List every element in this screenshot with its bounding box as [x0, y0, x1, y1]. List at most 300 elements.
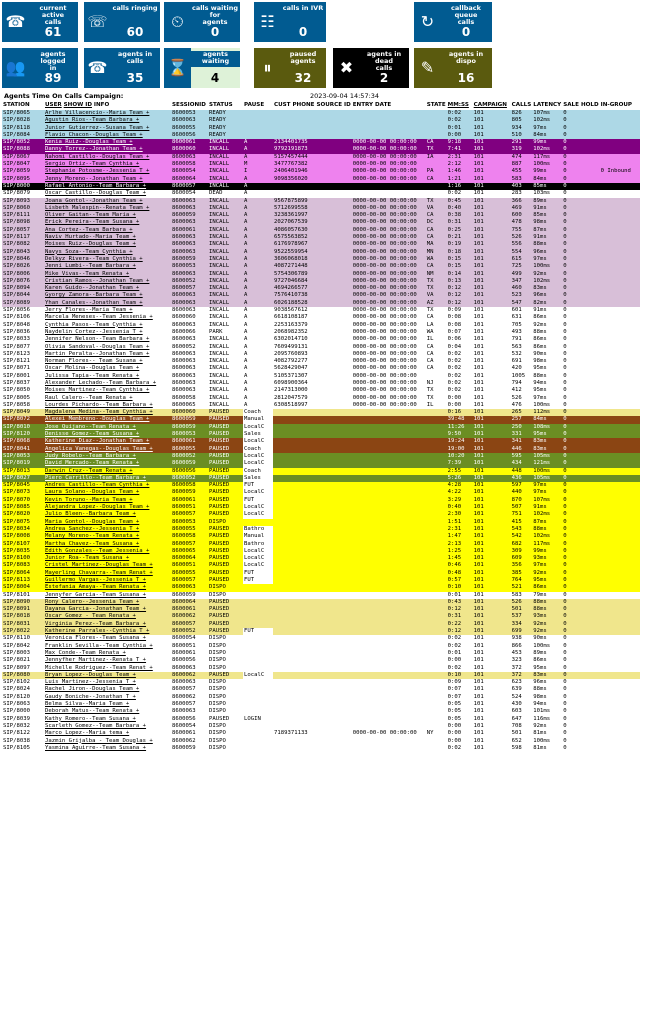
cell-latency: 117ms — [532, 541, 562, 548]
cell-station[interactable]: SIP/8004 — [2, 584, 44, 591]
cell-user[interactable]: Junior Gutierrez--Susana Team + — [44, 125, 171, 132]
cell-user[interactable]: Norman Flores-- Team Susana + — [44, 358, 171, 365]
cell-pause: LocalC — [243, 511, 273, 518]
cell-mmss: 5:26 — [447, 475, 473, 482]
cell-mmss: 0:07 — [447, 686, 473, 693]
cell-user[interactable]: Alejandra Lopez--Douglas Team + — [44, 504, 171, 511]
cell-status: PAUSED — [208, 562, 243, 569]
cell-station[interactable]: SIP/8010 — [2, 424, 44, 431]
cell-user[interactable]: Stephanie Potosme--Jessenia T + — [44, 168, 171, 175]
cell-cust-phone: 6308518997 — [273, 402, 315, 409]
cell-user[interactable]: Rafael Antonio--Team Barbara + — [44, 183, 171, 190]
cell-station[interactable]: SIP/8067 — [2, 154, 44, 161]
cell-user[interactable]: Laura Solano--Douglas Team + — [44, 489, 171, 496]
cell-station[interactable]: SIP/8042 — [2, 643, 44, 650]
cell-user[interactable]: Jennyfer Garcia--Team Susana + — [44, 592, 171, 599]
cell-station[interactable]: SIP/8090 — [2, 599, 44, 606]
cell-cust-phone — [273, 453, 315, 460]
cell-station[interactable]: SIP/8035 — [2, 548, 44, 555]
cell-station[interactable]: SIP/8100 — [2, 555, 44, 562]
cell-user[interactable]: Cristel Martinez--Douglas Team + — [44, 562, 171, 569]
cell-user[interactable]: Piero Carrillo--Team Barbara + — [44, 475, 171, 482]
cell-station[interactable]: SIP/8059 — [2, 168, 44, 175]
cell-station[interactable]: SIP/8070 — [2, 497, 44, 504]
col-user[interactable] — [44, 101, 171, 110]
cell-user[interactable]: Julio Bleen--Barbara Team + — [44, 511, 171, 518]
cell-user[interactable]: Yasmina Aguirre--Team Susana + — [44, 745, 171, 752]
tile-dispo[interactable] — [414, 48, 492, 88]
cell-user[interactable]: Lourdes Pichardo--Team Barbara + — [44, 402, 171, 409]
cell-mmss: 0:02 — [447, 351, 473, 358]
cell-station[interactable]: SIP/8102 — [2, 679, 44, 686]
cell-hold — [580, 307, 600, 314]
table-row — [2, 613, 640, 620]
cell-station[interactable]: SIP/8046 — [2, 256, 44, 263]
cell-status: PAUSED — [208, 416, 243, 423]
cell-user[interactable]: Lisbeth Malespin--Renata Team + — [44, 205, 171, 212]
cell-station[interactable]: SIP/8020 — [2, 511, 44, 518]
cell-pause — [243, 125, 273, 132]
cell-station[interactable]: SIP/8039 — [2, 716, 44, 723]
cell-station[interactable]: SIP/8057 — [2, 227, 44, 234]
cell-user[interactable]: Katherine Diaz--Jonathan Team + — [44, 438, 171, 445]
cell-user[interactable]: Martha Chavez--Team Susana + — [44, 541, 171, 548]
cell-calls: 583 — [511, 592, 533, 599]
cell-station[interactable]: SIP/8082 — [2, 241, 44, 248]
cell-station[interactable]: SIP/8098 — [2, 219, 44, 226]
cell-user[interactable]: Erick Pereira--Team Susana + — [44, 219, 171, 226]
cell-in-group — [600, 219, 640, 226]
cell-status: PAUSED — [208, 431, 243, 438]
cell-sale: 0 — [562, 679, 580, 686]
cell-latency: 97ms — [532, 482, 562, 489]
cell-station[interactable]: SIP/8005 — [2, 395, 44, 402]
cell-station[interactable]: SIP/8036 — [2, 329, 44, 336]
cell-in-group — [600, 358, 640, 365]
cell-user[interactable]: Jenni Lumbi--Team Barbara + — [44, 263, 171, 270]
cell-user[interactable]: Martin Peralta--Jonathan Team + — [44, 351, 171, 358]
cell-user[interactable]: Kenia Ruiz--Douglas Team + — [44, 139, 171, 146]
cell-station[interactable]: SIP/8027 — [2, 475, 44, 482]
cell-user[interactable]: Junior Roa--Team Susana + — [44, 555, 171, 562]
cell-station[interactable]: SIP/8001 — [2, 373, 44, 380]
cell-user[interactable]: Melany Moreno--Team Renata + — [44, 533, 171, 540]
cell-station[interactable]: SIP/8053 — [2, 453, 44, 460]
cell-station[interactable]: SIP/8043 — [2, 249, 44, 256]
cell-entry-date: 0000-00-00 00:00:00 — [352, 234, 426, 241]
cell-station[interactable]: SIP/8028 — [2, 117, 44, 124]
tile-agent-waiting[interactable] — [164, 48, 240, 88]
cell-cust-phone — [273, 125, 315, 132]
cell-station[interactable]: SIP/8052 — [2, 139, 44, 146]
cell-user[interactable]: Oliver Gaitan--Team Maria + — [44, 212, 171, 219]
cell-station[interactable]: SIP/8101 — [2, 592, 44, 599]
cell-hold — [580, 504, 600, 511]
cell-mmss: 2:12 — [447, 161, 473, 168]
cell-calls: 334 — [511, 621, 533, 628]
cell-user[interactable]: Oscar Gomez - Team Renata + — [44, 613, 171, 620]
cell-user[interactable]: Marco Lopez--Maria tema + — [44, 730, 171, 737]
cell-station[interactable]: SIP/8060 — [2, 205, 44, 212]
cell-mmss: 0:15 — [447, 263, 473, 270]
cell-campaign: 101 — [473, 738, 511, 745]
cell-user[interactable]: Nahomi Castillo--Douglas Team + — [44, 154, 171, 161]
cell-station[interactable]: SIP/8113 — [2, 577, 44, 584]
cell-user[interactable]: Scarleth Gomez--Team Barbara + — [44, 723, 171, 730]
cell-station[interactable]: SIP/8105 — [2, 745, 44, 752]
cell-state: MN — [426, 249, 447, 256]
cell-user[interactable]: Darwin Cruz--Team Renata + — [44, 468, 171, 475]
cell-source-id — [315, 541, 351, 548]
tile-label: agents in dead calls — [366, 50, 402, 72]
cell-user[interactable]: Julissa Tapia--Team Renata + — [44, 373, 171, 380]
cell-station[interactable]: SIP/8033 — [2, 336, 44, 343]
cell-station[interactable]: SIP/8111 — [2, 212, 44, 219]
cell-user[interactable]: Moises Ruiz--Douglas Team + — [44, 241, 171, 248]
table-row — [2, 475, 640, 482]
tile-phone[interactable] — [2, 2, 78, 42]
cell-state: VA — [426, 205, 447, 212]
cell-user[interactable]: Flavio Chacon--Douglas Team + — [44, 132, 171, 139]
cell-source-id — [315, 701, 351, 708]
cell-latency: 83ms — [532, 446, 562, 453]
cell-user[interactable]: Gyorgy Zamora--Barbara Team + — [44, 292, 171, 299]
cell-campaign: 101 — [473, 395, 511, 402]
cell-station[interactable]: SIP/8076 — [2, 278, 44, 285]
cell-user[interactable]: Yhan Canales--Jonathan Team + — [44, 300, 171, 307]
cell-user[interactable]: Agustin Rios--Team Barbara + — [44, 117, 171, 124]
cell-state: CA — [426, 365, 447, 372]
cell-campaign: 101 — [473, 271, 511, 278]
cell-user[interactable]: Maria Gontol--Douglas Team + — [44, 519, 171, 526]
cell-user[interactable]: Estefania Amaya--Team Renata + — [44, 584, 171, 591]
cell-latency: 100ms — [532, 263, 562, 270]
cell-station[interactable]: SIP/8107 — [2, 541, 44, 548]
cell-station[interactable]: SIP/8093 — [2, 198, 44, 205]
cell-source-id — [315, 446, 351, 453]
cell-station[interactable]: SIP/8008 — [2, 533, 44, 540]
table-row — [2, 241, 640, 248]
cell-user[interactable]: Michelle Rodriguez--Team Renat + — [44, 665, 171, 672]
cell-station[interactable]: SIP/8088 — [2, 146, 44, 153]
col-campaign[interactable]: CAMPAIGN — [473, 101, 511, 110]
cell-entry-date — [352, 446, 426, 453]
tile-agents[interactable] — [2, 48, 78, 88]
cell-user[interactable]: Joana Gontol--Jonathan Team + — [44, 198, 171, 205]
cell-station[interactable]: SIP/8064 — [2, 570, 44, 577]
cell-station[interactable]: SIP/8026 — [2, 263, 44, 270]
cell-mmss: 39:48 — [447, 416, 473, 423]
cell-station[interactable]: SIP/8044 — [2, 292, 44, 299]
cell-user[interactable]: Jennifer Nelson--Team Barbara + — [44, 336, 171, 343]
cell-sale: 0 — [562, 168, 580, 175]
cell-station[interactable]: SIP/8118 — [2, 125, 44, 132]
cell-station[interactable]: SIP/8121 — [2, 358, 44, 365]
cell-station[interactable]: SIP/8120 — [2, 431, 44, 438]
cell-source-id — [315, 431, 351, 438]
cell-cust-phone — [273, 621, 315, 628]
cell-user[interactable]: Andres Castillo--Team Cynthia + — [44, 482, 171, 489]
cell-user[interactable]: Oscar Molina--Douglas Team + — [44, 365, 171, 372]
cell-user[interactable]: Gaudy Boniche--Jonathan T + — [44, 694, 171, 701]
cell-user[interactable]: Moises Martinez--Team Cynthia + — [44, 387, 171, 394]
cell-station[interactable]: SIP/8084 — [2, 132, 44, 139]
cell-user[interactable]: Franklin Sevilla--Team Cynthia + — [44, 643, 171, 650]
cell-session: 8600063 — [171, 380, 208, 387]
cell-station[interactable]: SIP/8037 — [2, 380, 44, 387]
cell-entry-date — [352, 650, 426, 657]
cell-state — [426, 635, 447, 642]
cell-user[interactable]: Cynthia Pasos--Team Cynthia + — [44, 322, 171, 329]
cell-station[interactable]: SIP/8022 — [2, 628, 44, 635]
cell-station[interactable]: SIP/8034 — [2, 526, 44, 533]
cell-user[interactable]: Oscar Castillo--Douglas Team + — [44, 190, 171, 197]
cell-entry-date: 0000-00-00 00:00:00 — [352, 300, 426, 307]
cell-sale: 0 — [562, 738, 580, 745]
table-row — [2, 424, 640, 431]
cell-status: DISPO — [208, 665, 243, 672]
cell-sale: 0 — [562, 431, 580, 438]
cell-pause: Coach — [243, 409, 273, 416]
cell-campaign: 101 — [473, 679, 511, 686]
cell-user[interactable]: David Mercado--Team Renata + — [44, 460, 171, 467]
cell-station[interactable]: SIP/8048 — [2, 322, 44, 329]
cell-user[interactable]: Mayerling Chavarra--Team Renat + — [44, 570, 171, 577]
cell-user[interactable]: Angelica Vanegas--Douglas Team + — [44, 446, 171, 453]
cell-latency: 92ms — [532, 271, 562, 278]
cell-campaign: 101 — [473, 628, 511, 635]
cell-cust-phone: 6026188528 — [273, 300, 315, 307]
cell-user[interactable]: Jose Quijano--Team Renata + — [44, 424, 171, 431]
tile-ringing-phone[interactable] — [84, 2, 160, 42]
cell-user[interactable]: Naviv Hurtado--Maria Team + — [44, 234, 171, 241]
cell-station[interactable]: SIP/8080 — [2, 672, 44, 679]
cell-state: TX — [426, 146, 447, 153]
cell-station[interactable]: SIP/8047 — [2, 161, 44, 168]
cell-entry-date: 0000-00-00 00:00:00 — [352, 146, 426, 153]
cell-calls: 705 — [511, 322, 533, 329]
table-row — [2, 745, 640, 752]
cell-user[interactable]: Belma Silva--Maria Team + — [44, 701, 171, 708]
cell-user[interactable]: Jennyfher Martinez--Renata T + — [44, 657, 171, 664]
cell-user[interactable]: Magdalena Medina--Team Cynthia + — [44, 409, 171, 416]
cell-user[interactable]: Karen Guido--Jonathan Team + — [44, 285, 171, 292]
cell-status: INCALL — [208, 307, 243, 314]
cell-in-group — [600, 183, 640, 190]
cell-in-group — [600, 154, 640, 161]
cell-source-id — [315, 438, 351, 445]
cell-in-group — [600, 635, 640, 642]
tile-label: agents waiting — [191, 51, 240, 67]
cell-hold — [580, 679, 600, 686]
cell-station[interactable]: SIP/8056 — [2, 307, 44, 314]
col-mmss[interactable]: MM:SS — [447, 101, 473, 110]
cell-station[interactable]: SIP/8006 — [2, 271, 44, 278]
cell-user[interactable]: Ana Cortez--Team Barbara + — [44, 227, 171, 234]
cell-station[interactable]: SIP/8038 — [2, 738, 44, 745]
cell-user[interactable]: Rachel Jiron--Douglas Team + — [44, 686, 171, 693]
cell-mmss: 19:00 — [447, 446, 473, 453]
cell-mmss: 0:05 — [447, 701, 473, 708]
cell-station[interactable]: SIP/8077 — [2, 344, 44, 351]
tile-callback[interactable] — [414, 2, 492, 42]
cell-mmss: 0:02 — [447, 380, 473, 387]
cell-user[interactable]: Andrea Sanchez--Jessenia T + — [44, 526, 171, 533]
cell-station[interactable]: SIP/8049 — [2, 409, 44, 416]
cell-campaign: 101 — [473, 190, 511, 197]
cell-station[interactable]: SIP/8097 — [2, 665, 44, 672]
cell-station[interactable]: SIP/8089 — [2, 300, 44, 307]
cell-station[interactable]: SIP/8073 — [2, 489, 44, 496]
cell-user[interactable]: Alexei Membreno--Douglas Team + — [44, 416, 171, 423]
cell-entry-date — [352, 519, 426, 526]
cell-user[interactable]: Delkyz Rivera--Team Cynthia + — [44, 256, 171, 263]
cell-state — [426, 723, 447, 730]
cell-cust-phone — [273, 577, 315, 584]
cell-station[interactable]: SIP/8120 — [2, 694, 44, 701]
cell-station[interactable]: SIP/8117 — [2, 234, 44, 241]
cell-hold — [580, 694, 600, 701]
cell-station[interactable]: SIP/8095 — [2, 176, 44, 183]
show-id-link[interactable]: SHOW ID — [63, 101, 92, 108]
cell-station[interactable]: SIP/8071 — [2, 365, 44, 372]
cell-state — [426, 541, 447, 548]
cell-user[interactable]: Judy Robelo--Team Barbara + — [44, 453, 171, 460]
cell-user[interactable]: Raul Calero--Team Renata + — [44, 395, 171, 402]
cell-station[interactable]: SIP/8013 — [2, 468, 44, 475]
cell-user[interactable]: Max Conde--Team Renata + — [44, 650, 171, 657]
cell-entry-date — [352, 599, 426, 606]
cell-station[interactable]: SIP/8031 — [2, 621, 44, 628]
cell-user[interactable]: Mike Vivas--Team Renata + — [44, 271, 171, 278]
cell-hold — [580, 577, 600, 584]
cell-station[interactable]: SIP/8094 — [2, 285, 44, 292]
cell-session: 8600061 — [171, 650, 208, 657]
cell-cust-phone — [273, 460, 315, 467]
col-user-label[interactable]: USER — [45, 101, 62, 108]
cell-user[interactable]: Naydelin Cortez--Jessenia T + — [44, 329, 171, 336]
cell-user[interactable]: Jenny Moreno--Jonathan Team + — [44, 176, 171, 183]
cell-station[interactable]: SIP/8065 — [2, 110, 44, 117]
cell-user[interactable]: Rony Calero--Jessenia Team + — [44, 599, 171, 606]
cell-station[interactable]: SIP/8032 — [2, 723, 44, 730]
tile-ivr[interactable] — [254, 2, 326, 42]
cell-user[interactable]: Virginia Perez--Team Barbara + — [44, 621, 171, 628]
cell-mmss: 1:45 — [447, 555, 473, 562]
cell-user[interactable]: Kevin Toruno--Maria Team + — [44, 497, 171, 504]
cell-station[interactable]: SIP/8058 — [2, 402, 44, 409]
cell-station[interactable]: SIP/8106 — [2, 314, 44, 321]
cell-user[interactable]: Navys Soza--Team Cynthia + — [44, 249, 171, 256]
cell-user[interactable]: Katherine Parrales--Cynthia T + — [44, 628, 171, 635]
cell-user[interactable]: Arlhe Villacencio--Maria Team + — [44, 110, 171, 117]
cell-station[interactable]: SIP/8019 — [2, 460, 44, 467]
cell-station[interactable]: SIP/8000 — [2, 708, 44, 715]
cell-station[interactable]: SIP/8075 — [2, 519, 44, 526]
cell-station[interactable]: SIP/8050 — [2, 387, 44, 394]
cell-user[interactable]: Denisse Gomez--Team Susana + — [44, 431, 171, 438]
cell-user[interactable]: Sergio Ortiz--Team Cynthia + — [44, 161, 171, 168]
cell-station[interactable]: SIP/8110 — [2, 635, 44, 642]
cell-station[interactable]: SIP/8122 — [2, 730, 44, 737]
cell-hold — [580, 672, 600, 679]
cell-latency: 99ms — [532, 548, 562, 555]
col-cust-phone: CUST PHONE — [273, 101, 315, 110]
cell-pause: A — [243, 314, 273, 321]
cell-station[interactable]: SIP/8083 — [2, 562, 44, 569]
cell-user[interactable]: Luis Martinez--Jessenia T + — [44, 679, 171, 686]
cell-station[interactable]: SIP/8063 — [2, 701, 44, 708]
cell-station[interactable]: SIP/8024 — [2, 686, 44, 693]
cell-hold — [580, 431, 600, 438]
cell-entry-date — [352, 125, 426, 132]
cell-mmss: 0:09 — [447, 679, 473, 686]
cell-station[interactable]: SIP/8003 — [2, 650, 44, 657]
tile-waiting-phone[interactable] — [164, 2, 240, 42]
cell-station[interactable]: SIP/8018 — [2, 613, 44, 620]
cell-user[interactable]: Bryan Lopez--Douglas Team + — [44, 672, 171, 679]
cell-user[interactable]: Olivia Sandoval--Douglas Team + — [44, 344, 171, 351]
cell-station[interactable]: SIP/8079 — [2, 190, 44, 197]
cell-hold — [580, 628, 600, 635]
cell-calls: 385 — [511, 570, 533, 577]
cell-sale: 0 — [562, 570, 580, 577]
cell-user[interactable]: Guillermo Vargas--Jessenia T + — [44, 577, 171, 584]
tile-agent-call[interactable] — [84, 48, 160, 88]
cell-status: PAUSED — [208, 628, 243, 635]
cell-user[interactable]: Veronica Flores--Team Susana + — [44, 635, 171, 642]
cell-status: PAUSED — [208, 672, 243, 679]
cell-user[interactable]: Danny Torrez--Jonathan Team + — [44, 146, 171, 153]
cell-station[interactable]: SIP/8045 — [2, 482, 44, 489]
cell-user[interactable]: Kathy Romero--Team Susana + — [44, 716, 171, 723]
ivr-icon: ☷ — [260, 12, 275, 31]
cell-station[interactable]: SIP/8000 — [2, 183, 44, 190]
cell-session: 8600057 — [171, 285, 208, 292]
cell-in-group — [600, 701, 640, 708]
cell-state: CA — [426, 212, 447, 219]
cell-station[interactable]: SIP/8085 — [2, 504, 44, 511]
cell-station[interactable]: SIP/8041 — [2, 446, 44, 453]
cell-campaign: 101 — [473, 409, 511, 416]
cell-in-group — [600, 541, 640, 548]
cell-state: AZ — [426, 300, 447, 307]
cell-user[interactable]: Dayana Garcia--Jonathan Team + — [44, 606, 171, 613]
cell-latency: 97ms — [532, 125, 562, 132]
cell-station[interactable]: SIP/8091 — [2, 606, 44, 613]
table-row — [2, 300, 640, 307]
cell-user[interactable]: Edith Gonzales--Team Jessenia + — [44, 548, 171, 555]
cell-user[interactable]: Jazmin Grijalba - Team Douglas + — [44, 738, 171, 745]
cell-user[interactable]: Cristian Ramos--Jonathan Team + — [44, 278, 171, 285]
tile-pause[interactable] — [254, 48, 326, 88]
cell-user[interactable]: Jerry Flores--Maria Team + — [44, 307, 171, 314]
pause-icon: ⏸ — [263, 58, 272, 77]
cell-user[interactable]: Alexander Lechado--Team Barbara + — [44, 380, 171, 387]
cell-hold — [580, 613, 600, 620]
cell-cust-phone — [273, 628, 315, 635]
cell-pause — [243, 117, 273, 124]
cell-user[interactable]: Deborah Matus--Team Renata + — [44, 708, 171, 715]
tile-dead-call[interactable] — [333, 48, 409, 88]
cell-station[interactable]: SIP/8123 — [2, 351, 44, 358]
cell-station[interactable]: SIP/8072 — [2, 416, 44, 423]
cell-hold — [580, 314, 600, 321]
cell-station[interactable]: SIP/8021 — [2, 657, 44, 664]
cell-user[interactable]: Marcela Meneses--Team Jessenia + — [44, 314, 171, 321]
cell-campaign: 101 — [473, 198, 511, 205]
cell-station[interactable]: SIP/8068 — [2, 438, 44, 445]
